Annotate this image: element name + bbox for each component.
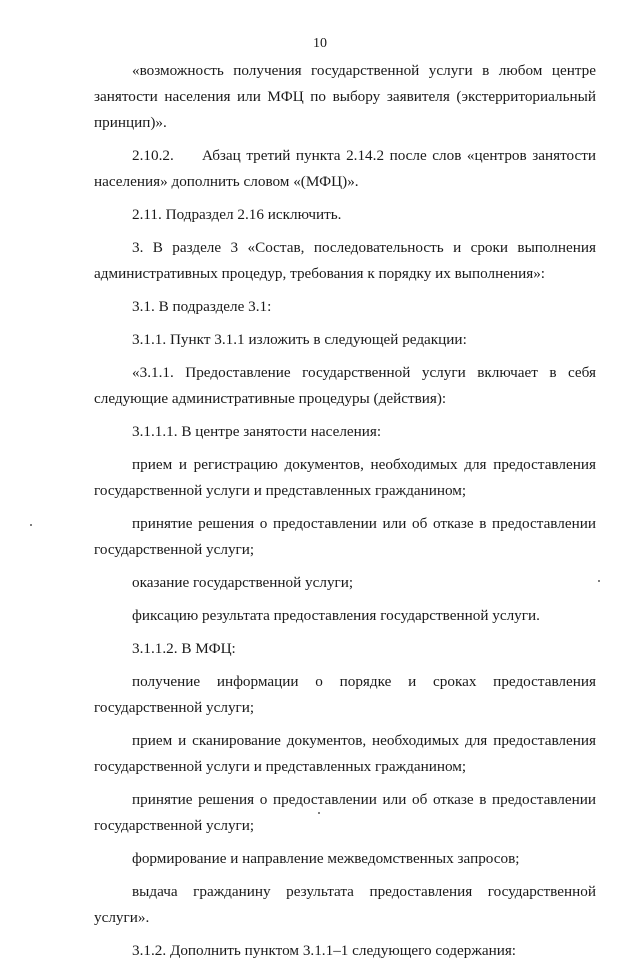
paragraph-number: 2.10.2. bbox=[132, 147, 174, 164]
scan-speck bbox=[318, 812, 320, 814]
scan-speck bbox=[30, 524, 32, 526]
scan-speck bbox=[598, 580, 600, 582]
paragraph-text: Абзац третий пункта 2.14.2 после слов «центров занятости населения» дополнить словом «(МФЦ)». bbox=[94, 147, 596, 190]
list-item-decision-mfc: принятие решения о предоставлении или об отказе в предоставлении государственной услуги; bbox=[94, 791, 596, 834]
list-item-information: получение информации о порядке и сроках предоставления государственной услуги; bbox=[94, 673, 596, 716]
paragraph-2-11: 2.11. Подраздел 2.16 исключить. bbox=[132, 206, 342, 223]
page-number: 10 bbox=[313, 36, 327, 51]
paragraph-extraterritorial: «возможность получения государственной услуги в любом центре занятости населения или МФЦ по выбору заявителя (экстерриториальный принцип)». bbox=[94, 62, 596, 131]
paragraph-section-3: 3. В разделе 3 «Состав, последовательность и сроки выполнения административных процедур, требования к порядку их выполнения»: bbox=[94, 239, 596, 282]
paragraph-3-1-1-1: 3.1.1.1. В центре занятости населения: bbox=[132, 423, 382, 440]
list-item-rendering: оказание государственной услуги; bbox=[132, 574, 354, 591]
list-item-issuance: выдача гражданину результата предоставления государственной услуги». bbox=[94, 883, 596, 926]
paragraph-3-1-2: 3.1.2. Дополнить пунктом 3.1.1–1 следующего содержания: bbox=[132, 942, 517, 959]
list-item-decision: принятие решения о предоставлении или об отказе в предоставлении государственной услуги; bbox=[94, 515, 596, 558]
paragraph-3-1: 3.1. В подразделе 3.1: bbox=[132, 298, 272, 315]
list-item-reception: прием и регистрацию документов, необходимых для предоставления государственной услуги и представленных гражданином; bbox=[94, 456, 596, 499]
list-item-requests: формирование и направление межведомственных запросов; bbox=[132, 850, 520, 867]
paragraph-3-1-1: 3.1.1. Пункт 3.1.1 изложить в следующей редакции: bbox=[132, 331, 467, 348]
list-item-scanning: прием и сканирование документов, необходимых для предоставления государственной услуги и представленных гражданином; bbox=[94, 732, 596, 775]
paragraph-3-1-1-quote: «3.1.1. Предоставление государственной услуги включает в себя следующие административные процедуры (действия): bbox=[94, 364, 596, 407]
list-item-fixation: фиксацию результата предоставления государственной услуги. bbox=[132, 607, 540, 624]
document-body bbox=[94, 58, 596, 971]
paragraph-2-10-2 bbox=[94, 143, 596, 195]
paragraph-3-1-1-2: 3.1.1.2. В МФЦ: bbox=[132, 640, 236, 657]
